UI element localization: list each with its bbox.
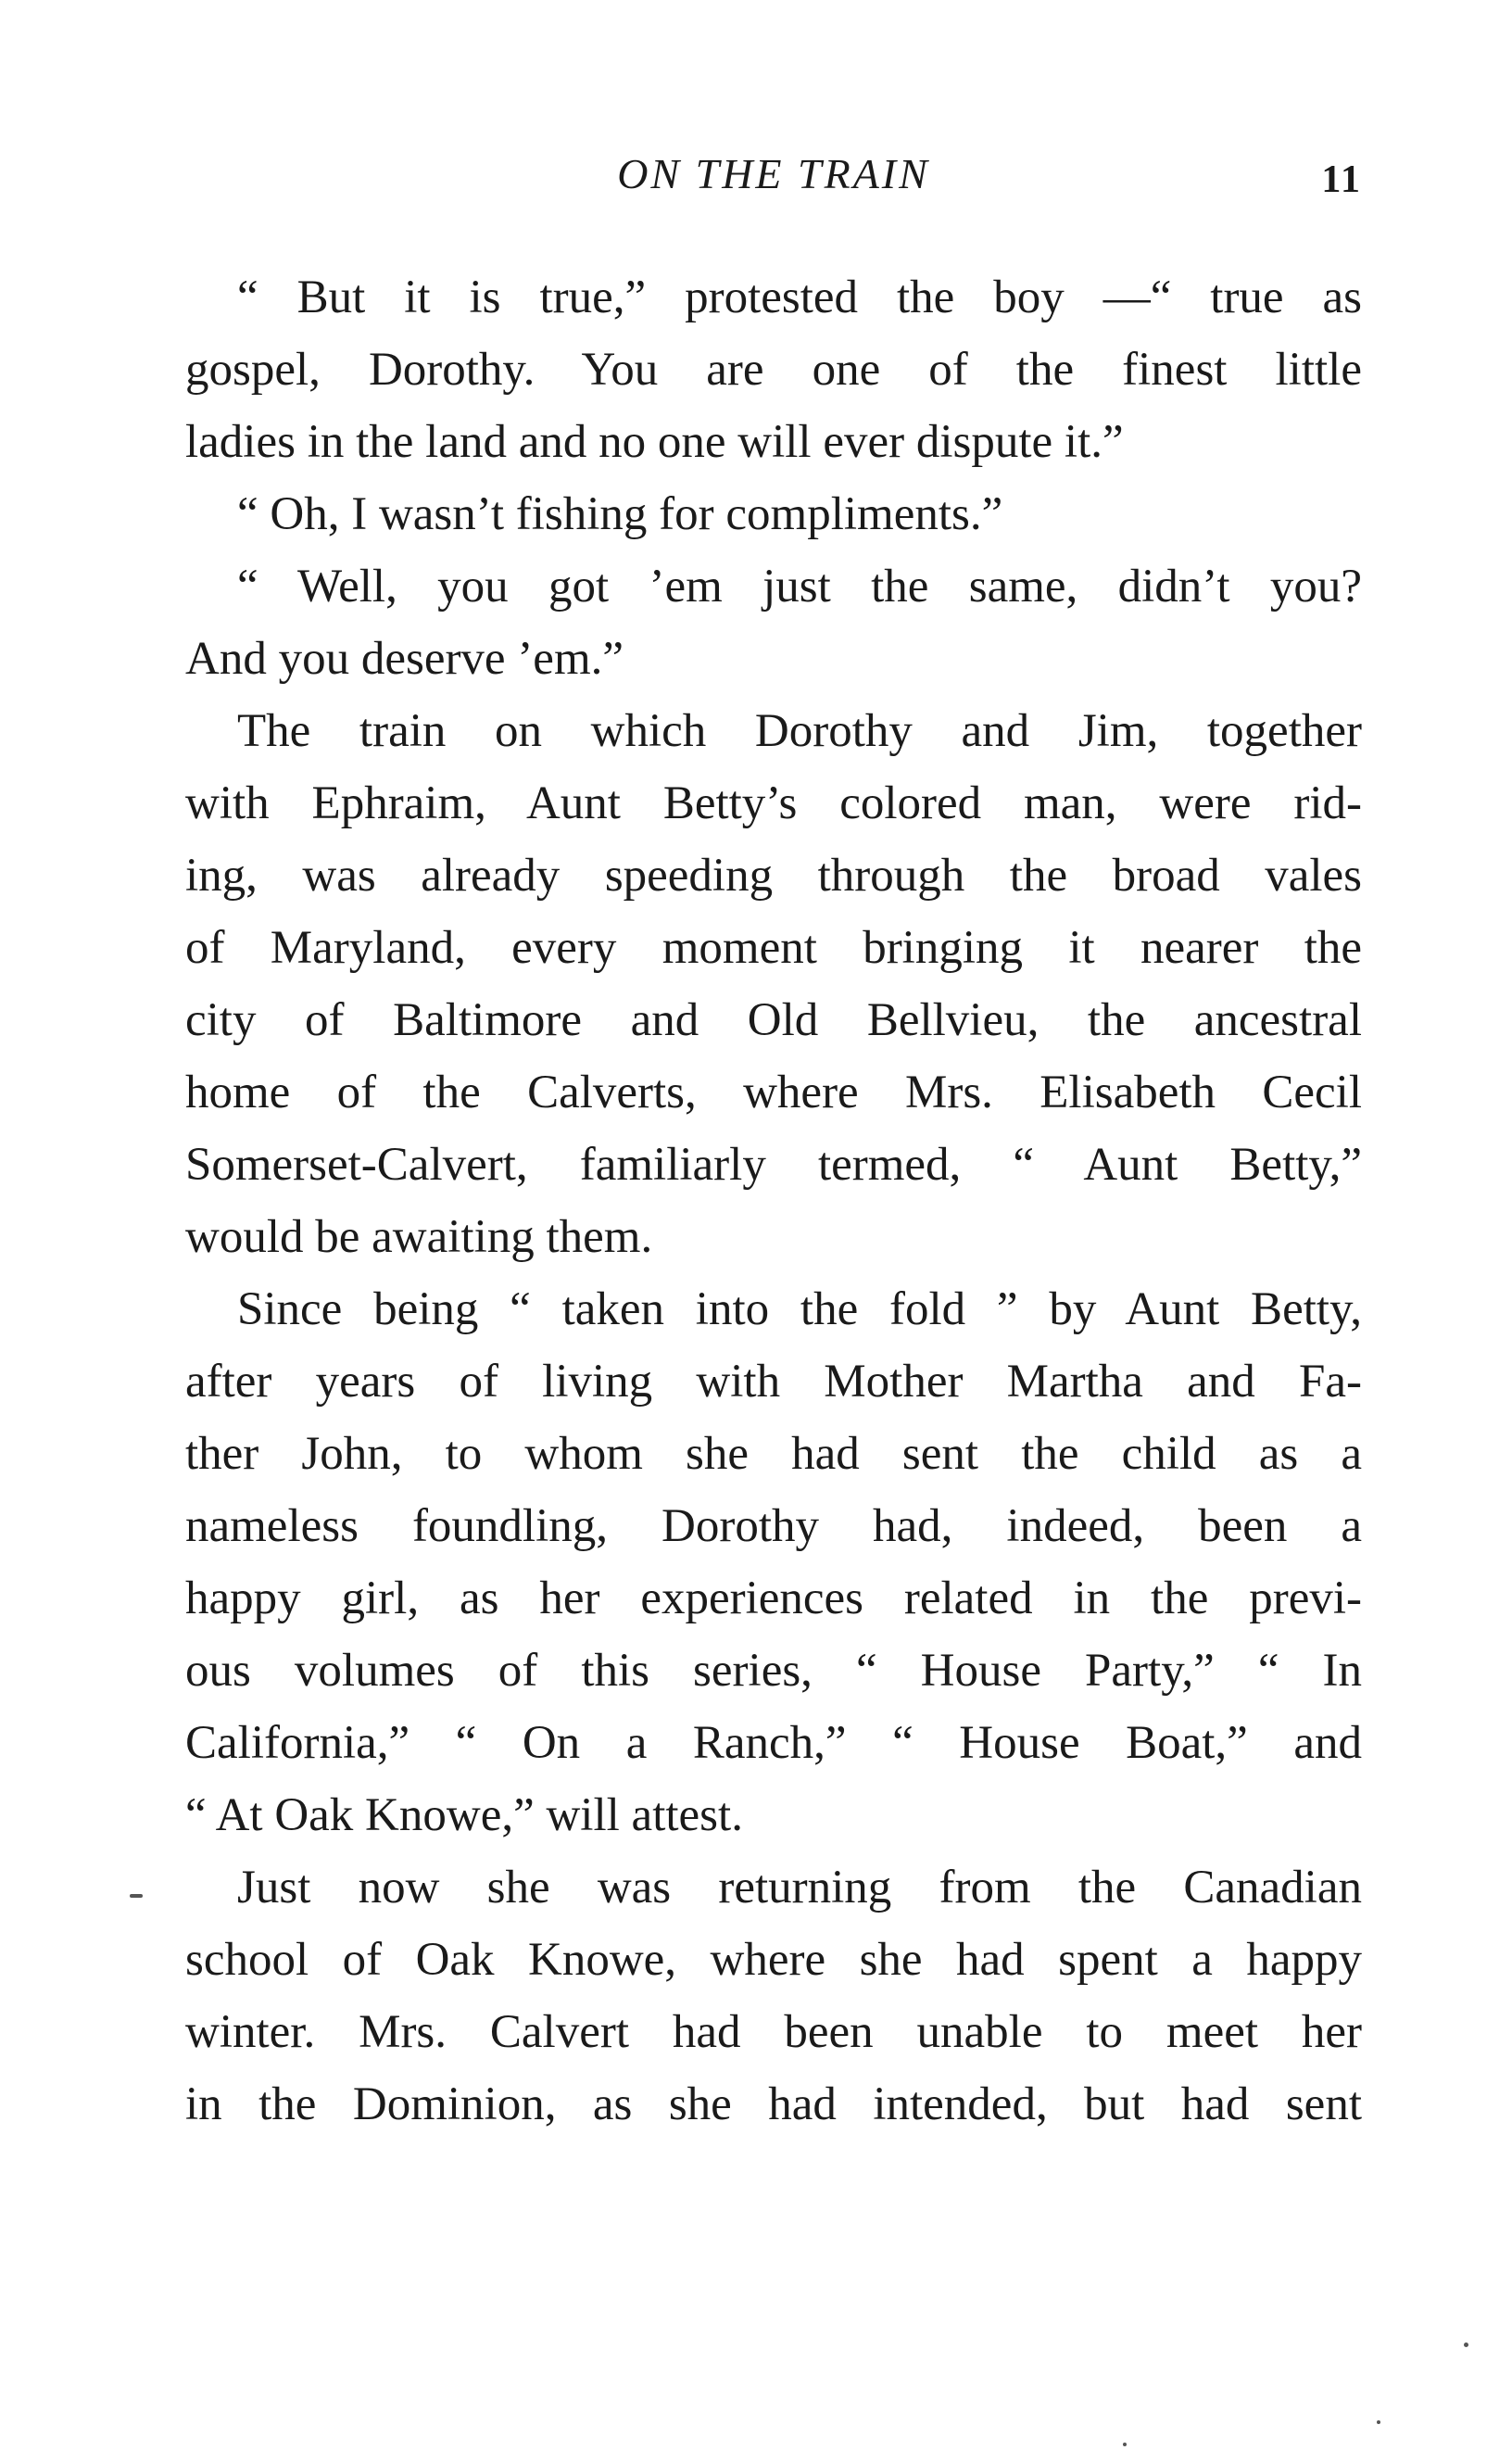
text-line: in the Dominion, as she had intended, but had sent [185, 2078, 1362, 2130]
page-header [185, 146, 1362, 202]
text-line: “ Oh, I wasn’t fishing for compliments.” [237, 488, 1003, 540]
text-line: gospel, Dorothy. You are one of the finest little [185, 344, 1362, 396]
text-line: of Maryland, every moment bringing it nearer the [185, 922, 1362, 974]
text-line: California,” “ On a Ranch,” “ House Boat,” and [185, 1717, 1362, 1769]
page-number: 11 [1321, 158, 1362, 201]
paragraph [185, 478, 1362, 550]
text-line: nameless foundling, Dorothy had, indeed, been a [185, 1500, 1362, 1552]
paragraph [185, 1851, 1362, 2141]
text-line: “ But it is true,” protested the boy —“ true as [237, 272, 1362, 323]
scan-speck [1123, 2443, 1127, 2446]
text-line: And you deserve ’em.” [185, 633, 624, 685]
text-line: would be awaiting them. [185, 1211, 653, 1263]
text-line: home of the Calverts, where Mrs. Elisabeth Cecil [185, 1067, 1362, 1118]
text-line: after years of living with Mother Martha and Fa- [185, 1356, 1362, 1408]
running-title: ON THE TRAIN [617, 150, 930, 197]
text-line: ous volumes of this series, “ House Party,” “ In [185, 1645, 1362, 1697]
text-line: happy girl, as her experiences related in the previ- [185, 1572, 1362, 1624]
text-line: Just now she was returning from the Canadian [237, 1862, 1362, 1913]
scan-speck [1464, 2343, 1468, 2347]
text-line: Somerset-Calvert, familiarly termed, “ Aunt Betty,” [185, 1139, 1362, 1191]
paragraph [185, 695, 1362, 1273]
text-line: “ At Oak Knowe,” will attest. [185, 1789, 743, 1841]
paragraph [185, 550, 1362, 695]
text-line: ther John, to whom she had sent the child as a [185, 1428, 1362, 1480]
text-line: ladies in the land and no one will ever dispute it.” [185, 416, 1124, 468]
paragraph [185, 261, 1362, 478]
text-line: The train on which Dorothy and Jim, together [237, 705, 1362, 757]
text-line: with Ephraim, Aunt Betty’s colored man, were rid- [185, 777, 1362, 829]
text-line: winter. Mrs. Calvert had been unable to meet her [185, 2006, 1362, 2058]
body-text [185, 261, 1362, 2141]
text-line: city of Baltimore and Old Bellvieu, the ancestral [185, 994, 1362, 1046]
text-line: “ Well, you got ’em just the same, didn’t you? [237, 561, 1362, 612]
paragraph [185, 1273, 1362, 1851]
text-line: school of Oak Knowe, where she had spent a happy [185, 1934, 1362, 1986]
scan-speck [1377, 2420, 1380, 2424]
text-line: Since being “ taken into the fold ” by Aunt Betty, [237, 1283, 1362, 1335]
text-line: ing, was already speeding through the broad vales [185, 850, 1362, 902]
scan-speck [130, 1894, 143, 1898]
